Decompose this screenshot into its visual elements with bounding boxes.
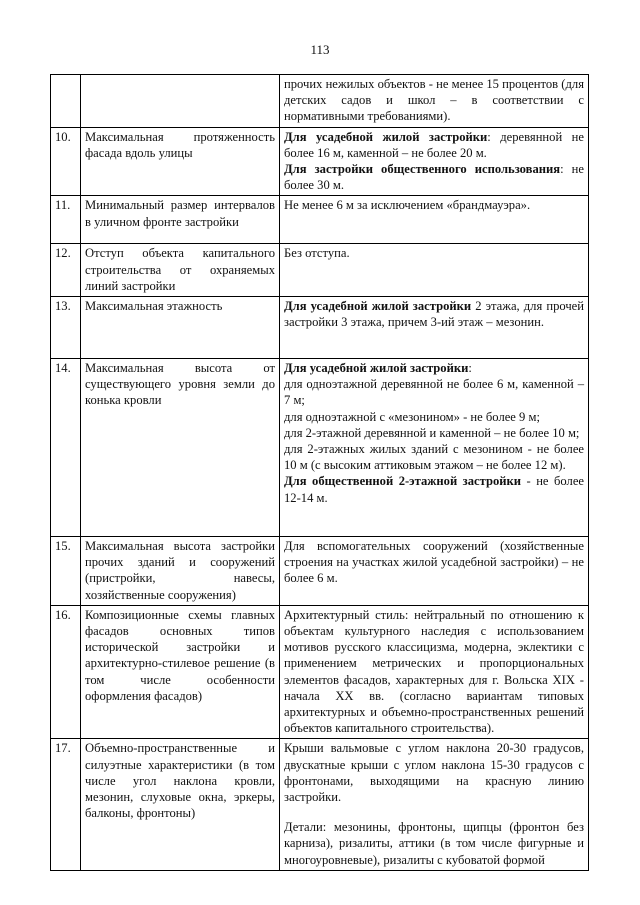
value-text: : (468, 361, 472, 376)
row-number: 14. (51, 359, 81, 537)
row-parameter: Отступ объекта капитального строительства от охраняемых линий застройки (81, 244, 280, 297)
row-parameter: Максимальная высота от существующего уровня земли до конька кровли (81, 359, 280, 537)
table-row (51, 75, 589, 128)
row-parameter (81, 75, 280, 128)
row-value: Не менее 6 м за исключением «брандмауэра». (280, 196, 589, 244)
row-value (280, 739, 589, 870)
row-number: 11. (51, 196, 81, 244)
value-bold: Для застройки общественного использования (284, 162, 561, 177)
row-number: 17. (51, 739, 81, 870)
row-value: Архитектурный стиль: нейтральный по отношению к объектам культурного наследия с использованием мотивов русского классицизма, модерна, эклектики с применением метрических и пропорциональных элементов фасадов, характерных для г. Вольска XIX - начала XX вв. (согласно вариантам типовых архитектурных и объемно-пространственных решений объектов капитального строительства). (280, 605, 589, 739)
row-parameter: Композиционные схемы главных фасадов основных типов исторической застройки и архитектурно-стилевое решение (в том числе особенности оформления фасадов) (81, 605, 280, 739)
value-text: - не более 12-14 м. (284, 474, 584, 505)
row-value (280, 359, 589, 537)
table-row (51, 739, 589, 870)
value-bold: Для усадебной жилой застройки (284, 361, 469, 376)
value-bold: Для усадебной жилой застройки (284, 299, 472, 314)
row-value (280, 127, 589, 196)
regulations-table (50, 74, 589, 871)
row-value (280, 297, 589, 359)
row-parameter: Максимальная этажность (81, 297, 280, 359)
value-line: для 2-этажной деревянной и каменной – не более 10 м; (284, 425, 580, 440)
table-row (51, 196, 589, 244)
row-parameter: Максимальная протяженность фасада вдоль улицы (81, 127, 280, 196)
row-parameter: Объемно-пространственные и силуэтные характеристики (в том числе угол наклона кровли, мезонин, слуховые окна, эркеры, балконы, фронтоны) (81, 739, 280, 870)
table-row (51, 244, 589, 297)
table-row (51, 537, 589, 606)
row-number: 15. (51, 537, 81, 606)
value-paragraph: Детали: мезонины, фронтоны, щипцы (фронтон без карниза), ризалиты, аттики (в том числе фигурные и многоуровневые), ризалиты с кубоватой формой (284, 820, 584, 867)
row-value: Для вспомогательных сооружений (хозяйственные строения на участках жилой усадебной застройки) – не более 6 м. (280, 537, 589, 606)
row-number: 10. (51, 127, 81, 196)
table-row (51, 127, 589, 196)
row-number: 16. (51, 605, 81, 739)
value-bold: Для усадебной жилой застройки (284, 129, 488, 144)
value-text: : деревянной не более 16 м, каменной – не более 20 м. (284, 129, 584, 160)
page-number: 113 (310, 42, 330, 57)
table-row (51, 297, 589, 359)
row-parameter: Минимальный размер интервалов в уличном фронте застройки (81, 196, 280, 244)
row-number: 13. (51, 297, 81, 359)
value-text: : не более 30 м. (284, 162, 584, 193)
value-bold: Для общественной 2-этажной застройки (284, 474, 522, 489)
table-row (51, 359, 589, 537)
paragraph-gap (284, 805, 584, 819)
table-row (51, 605, 589, 739)
value-line: для одноэтажной с «мезонином» - не более 9 м; (284, 409, 540, 424)
row-value: Без отступа. (280, 244, 589, 297)
row-parameter: Максимальная высота застройки прочих зданий и сооружений (пристройки, навесы, хозяйственные сооружения) (81, 537, 280, 606)
row-number: 12. (51, 244, 81, 297)
value-line: для одноэтажной деревянной не более 6 м, каменной – 7 м; (284, 377, 584, 408)
value-text: 2 этажа, для прочей застройки 3 этажа, причем 3-ий этаж – мезонин. (284, 299, 584, 330)
row-value: прочих нежилых объектов - не менее 15 процентов (для детских садов и школ – в соответствии с нормативными требованиями). (280, 75, 589, 128)
value-paragraph: Крыши вальмовые с углом наклона 20-30 градусов, двускатные крыши с углом наклона 15-30 градусов с фронтонами, выходящими на красную линию застройки. (284, 741, 584, 805)
row-number (51, 75, 81, 128)
value-line: для 2-этажных жилых зданий с мезонином - не более 10 м (с высоким аттиковым этажом – не более 12 м). (284, 442, 584, 473)
